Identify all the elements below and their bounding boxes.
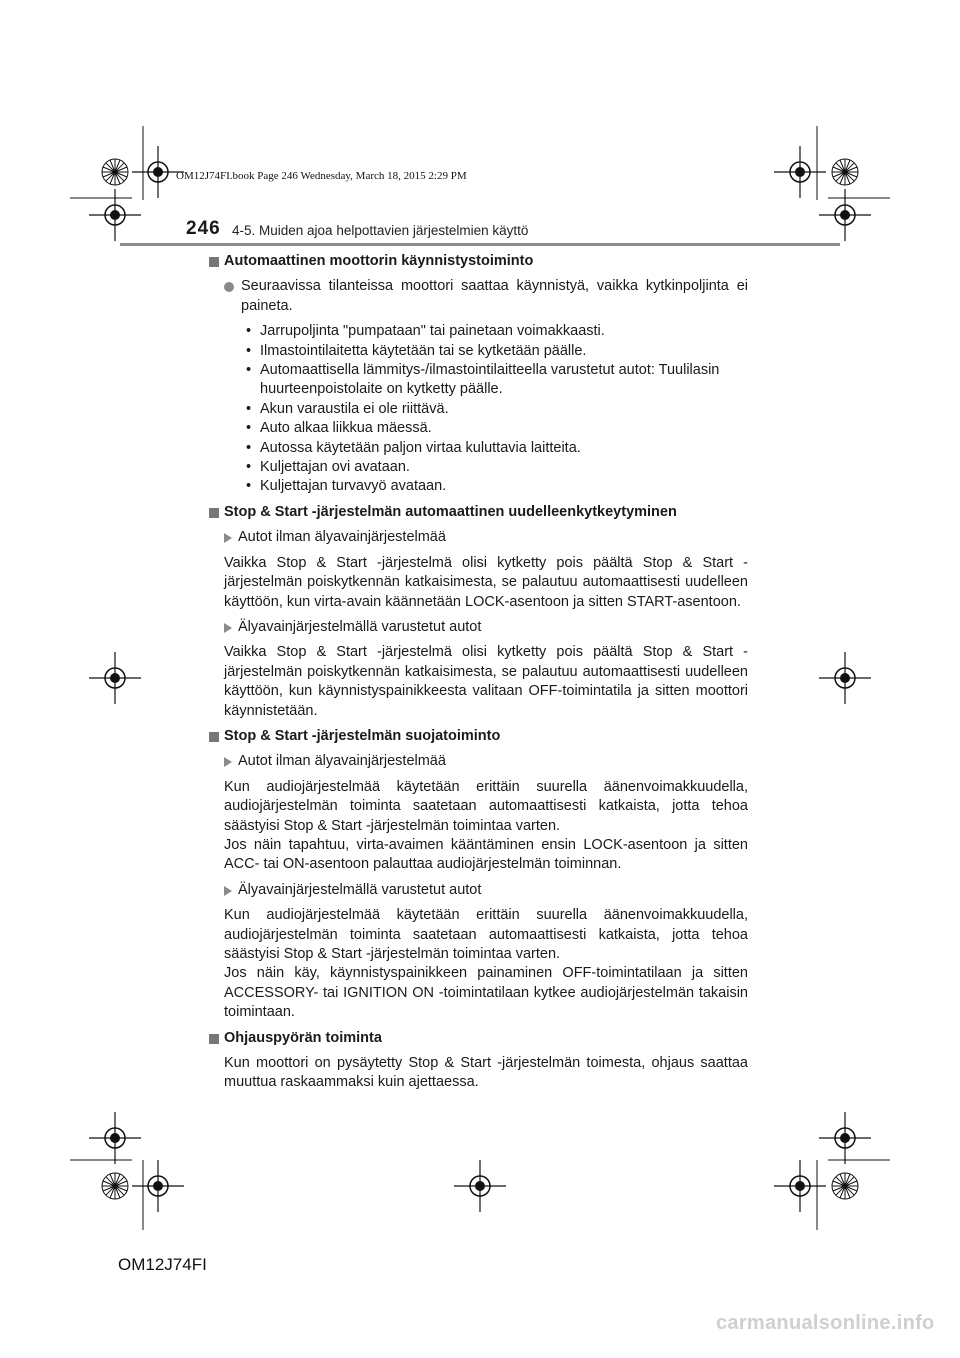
heading-text: Stop & Start -järjestelmän suojatoiminto [224, 727, 501, 744]
section-heading [208, 1029, 748, 1048]
list-item: • Automaattisella lämmitys-/ilmastointilaitteella varustetut autot: Tuulilasin huurteenpoistolaite on kytketty päälle. [246, 362, 720, 398]
paragraph: Kun moottori on pysäytetty Stop & Start -järjestelmän toimesta, ohjaus saattaa muuttua raskaammaksi kuin ajettaessa. [224, 1055, 748, 1091]
sub-heading: Älyavainjärjestelmällä varustetut autot [208, 881, 748, 900]
bullet-list [208, 322, 748, 497]
bullet-dot-icon: • [246, 478, 252, 495]
page-content [208, 252, 748, 1099]
bullet-dot-icon: • [246, 439, 252, 456]
square-bullet-icon [209, 508, 219, 518]
heading-text: Stop & Start -järjestelmän automaattinen uudelleenkytkeytyminen [224, 503, 677, 520]
list-item: • Autossa käytetään paljon virtaa kuluttavia laitteita. [246, 439, 748, 458]
triangle-bullet-icon [224, 757, 232, 767]
square-bullet-icon [209, 257, 219, 267]
bullet-dot-icon: • [246, 362, 252, 379]
paragraph: Vaikka Stop & Start -järjestelmä olisi kytketty pois päältä Stop & Start -järjestelmän poiskytkennän katkaisimesta, se palautuu automaattisesti uudelleen käyttöön, kun virta-avain käännetään LOCK-asentoon ja sitten START-asentoon. [224, 554, 748, 610]
list-item: • Akun varaustila ei ole riittävä. [246, 400, 748, 419]
bullet-dot-icon: • [246, 400, 252, 417]
list-item: • Kuljettajan turvavyö avataan. [246, 477, 748, 496]
print-info-line: OM12J74FI.book Page 246 Wednesday, March 18, 2015 2:29 PM [176, 170, 467, 182]
sub-heading: Älyavainjärjestelmällä varustetut autot [208, 618, 748, 637]
document-code: OM12J74FI [118, 1255, 207, 1274]
heading-text: Ohjauspyörän toiminta [224, 1029, 382, 1046]
paragraph: Kun audiojärjestelmää käytetään erittäin suurella äänenvoimakkuudella, audiojärjestelmän toiminta saatetaan automaattisesti katkaista, jotta tehoa säästyisi Stop & Start -järjestelmän toimintaa varten. Jos näin käy, käynnistyspainikkeen painaminen OFF-toimintatilaan ja sitten ACCESSORY- tai IGNITION ON -toimintatilaan kytkee audiojärjestelmän takaisin toimintaan. [224, 907, 748, 1021]
list-item: • Auto alkaa liikkua mäessä. [246, 419, 748, 438]
sub-heading: Autot ilman älyavainjärjestelmää [208, 752, 748, 771]
bullet-dot-icon: • [246, 459, 252, 476]
circle-item [208, 277, 748, 316]
page-number: 246 [186, 218, 221, 239]
bullet-dot-icon: • [246, 420, 252, 437]
list-item: • Ilmastointilaitetta käytetään tai se kytketään päälle. [246, 342, 748, 361]
circle-bullet-icon [224, 282, 234, 292]
section-heading [208, 503, 748, 522]
watermark-text: carmanualsonline.info [716, 1312, 935, 1334]
bullet-dot-icon: • [246, 342, 252, 359]
bullet-dot-icon: • [246, 323, 252, 340]
triangle-bullet-icon [224, 623, 232, 633]
square-bullet-icon [209, 732, 219, 742]
triangle-bullet-icon [224, 533, 232, 543]
item-text: Seuraavissa tilanteissa moottori saattaa käynnistyä, vaikka kytkinpoljinta ei paineta. [241, 278, 748, 314]
sub-heading: Autot ilman älyavainjärjestelmää [208, 528, 748, 547]
list-item: • Jarrupoljinta "pumpataan" tai painetaan voimakkaasti. [246, 322, 748, 341]
square-bullet-icon [209, 1034, 219, 1044]
section-title: 4-5. Muiden ajoa helpottavien järjestelmien käyttö [232, 223, 529, 238]
paragraph: Kun audiojärjestelmää käytetään erittäin suurella äänenvoimakkuudella, audiojärjestelmän toiminta saatetaan automaattisesti katkaista, jotta tehoa säästyisi Stop & Start -järjestelmän toimintaa varten. Jos näin tapahtuu, virta-avaimen kääntäminen ensin LOCK-asentoon ja sitten ACC- tai ON-asentoon palauttaa audiojärjestelmän toiminnan. [224, 778, 748, 873]
triangle-bullet-icon [224, 886, 232, 896]
heading-text: Automaattinen moottorin käynnistystoiminto [224, 253, 534, 269]
section-heading [208, 727, 748, 746]
header-rule [120, 243, 840, 246]
paragraph: Vaikka Stop & Start -järjestelmä olisi kytketty pois päältä Stop & Start -järjestelmän poiskytkennän katkaisimesta, se palautuu automaattisesti uudelleen käyttöön, kun käynnistyspainikkeesta valitaan OFF-toimintatila ja sitten moottori käynnistetään. [224, 644, 748, 719]
section-heading [208, 252, 748, 271]
list-item: • Kuljettajan ovi avataan. [246, 458, 748, 477]
